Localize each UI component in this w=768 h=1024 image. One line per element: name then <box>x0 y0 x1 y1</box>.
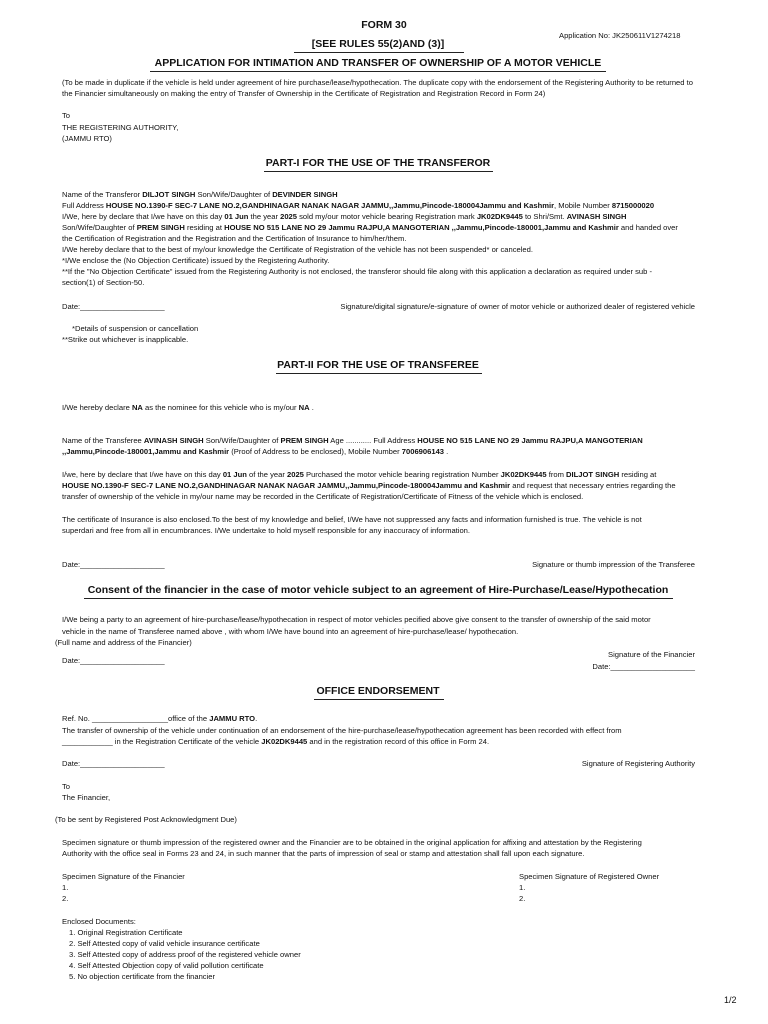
part1-date: Date:____________________ <box>62 302 165 311</box>
part2-heading: PART-II FOR THE USE OF TRANSFEREE <box>277 359 479 371</box>
footnote-suspension: *Details of suspension or cancellation <box>72 324 199 333</box>
transferee-name: AVINASH SINGH <box>143 436 204 445</box>
part2-text: transfer of ownership of the vehicle in my/our name may be recorded in the Certificate of Registration/Certificate of Fitness of the vehicle which is enclosed. <box>62 492 584 501</box>
financier-text: vehicle in the name of Transferee named above , with whom I/We have bound into an agreement of hire-purchase/lease/ hypothecation. <box>62 627 519 636</box>
sale-declaration-line: I/We, here by declare that I/we have on this day 01 Jun the year 2025 sold my/our motor vehicle bearing Registration mark JK02DK9445 to Shri/Smt. AVINASH SINGH <box>62 212 627 221</box>
main-title: APPLICATION FOR INTIMATION AND TRANSFER OF OWNERSHIP OF A MOTOR VEHICLE <box>154 57 602 69</box>
part1-underline <box>264 171 493 172</box>
footnote-strike: **Strike out whichever is inapplicable. <box>62 335 189 344</box>
authority-signature: Signature of Registering Authority <box>581 759 695 768</box>
specimen-financier-1: 1. <box>62 883 69 892</box>
address-authority: THE REGISTERING AUTHORITY, <box>62 123 179 132</box>
ref-line: Ref. No. __________________office of the JAMMU RTO. <box>62 714 258 723</box>
office-to: To <box>62 782 71 791</box>
enclosed-doc: 3. Self Attested copy of address proof of the registered vehicle owner <box>69 950 301 959</box>
page-number: 1/2 <box>724 995 737 1005</box>
enclosed-heading: Enclosed Documents: <box>62 917 136 926</box>
financier-text: I/We being a party to an agreement of hire-purchase/lease/hypothecation in respect of motor vehicles pecified above give consent to the transfer of ownership of the said motor <box>62 615 651 624</box>
application-number: Application No: JK250611V1274218 <box>559 31 681 40</box>
form-number: FORM 30 <box>361 19 407 31</box>
office-underline <box>314 699 444 700</box>
part2-underline <box>276 373 482 374</box>
purchase-declaration-line: I/we, here by declare that I/we have on this day 01 Jun of the year 2025 Purchased the motor vehicle bearing registration Number JK02DK9445 from DILJOT SINGH residing at <box>62 470 657 479</box>
part2-signature: Signature or thumb impression of the Transferee <box>532 560 695 569</box>
insurance-text: superdari and free from all in encumbrances. I/We undertake to hold myself responsible for any inaccuracy of information. <box>62 526 471 535</box>
financier-signature: Signature of the Financier <box>608 650 695 659</box>
main-title-underline <box>150 71 606 72</box>
transferor-address: HOUSE NO.1390-F SEC-7 LANE NO.2,GANDHINAGAR NANAK NAGAR JAMMU,,Jammu,Pincode-180004Jammu and Kashmir <box>105 201 555 210</box>
transferee-address-line: ,,Jammu,Pincode-180001,Jammu and Kashmir (Proof of Address to be enclosed), Mobile Number 7006906143 . <box>62 447 449 456</box>
enclosed-doc: 5. No objection certificate from the financier <box>69 972 216 981</box>
office-date: Date:____________________ <box>62 759 165 768</box>
transferor-address-line: Full Address HOUSE NO.1390-F SEC-7 LANE NO.2,GANDHINAGAR NANAK NAGAR JAMMU,,Jammu,Pincode-180004Jammu and Kashmir, Mobile Number 8715000020 <box>62 201 655 210</box>
office-text: The transfer of ownership of the vehicle under continuation of an endorsement of the hire-purchase/lease/hypothecation agreement has been recorded with effect from <box>62 726 622 735</box>
enclosed-doc: 1. Original Registration Certificate <box>69 928 183 937</box>
financier-date: Date:____________________ <box>62 656 165 665</box>
transferee-residence-line: Son/Wife/Daughter of PREM SINGH residing at HOUSE NO 515 LANE NO 29 Jammu RAJPU,A MANGOTERIAN ,,Jammu,Pincode-180001,Jammu and Kashmir and handed over <box>62 223 678 232</box>
part1-text: *I/We enclose the (No Objection Certificate) issued by the Registering Authority. <box>62 256 330 265</box>
registration-record-line: ____________ in the Registration Certificate of the vehicle JK02DK9445 and in the registration record of this office in Form 24. <box>62 737 490 746</box>
part1-text: I/We hereby declare that to the best of my/our knowledge the Certificate of Registration of the vehicle has not been suspended* or canceled. <box>62 245 533 254</box>
address-rto: (JAMMU RTO) <box>62 134 112 143</box>
specimen-owner-2: 2. <box>519 894 526 903</box>
specimen-text: Authority with the office seal in Forms 23 and 24, in such manner that the parts of impression of seal or stamp and attestation shall fall upon each signature. <box>62 849 585 858</box>
financier-heading: Consent of the financier in the case of motor vehicle subject to an agreement of Hire-Purchase/Lease/Hypothecation <box>87 584 669 596</box>
specimen-financier: Specimen Signature of the Financier <box>62 872 185 881</box>
financier-underline <box>84 598 673 599</box>
rules-reference: [SEE RULES 55(2)AND (3)] <box>311 38 445 50</box>
financier-date-right: Date:____________________ <box>592 662 695 671</box>
part1-text: section(1) of Section-50. <box>62 278 145 287</box>
transferee-mobile: 7006906143 <box>401 447 445 456</box>
nominee-line: I/We hereby declare NA as the nominee for this vehicle who is my/our NA . <box>62 403 314 412</box>
specimen-financier-2: 2. <box>62 894 69 903</box>
specimen-owner-1: 1. <box>519 883 526 892</box>
transferee-line: Name of the Transferee AVINASH SINGH Son/Wife/Daughter of PREM SINGH Age ............ Full Address HOUSE NO 515 LANE NO 29 Jammu RAJPU,A MANGOTERIAN <box>62 436 643 445</box>
office-heading: OFFICE ENDORSEMENT <box>316 685 440 697</box>
part1-text: **If the "No Objection Certificate" issued from the Registering Authority is not enclosed, the transferor should file along with this application a declaration as required under sub - <box>62 267 653 276</box>
intro-note: (To be made in duplicate if the vehicle is held under agreement of hire purchase/lease/hypothecation. The duplicate copy with the endorsement of the Registering Authority to be returned to the Financier simultaneously on making the entry of Transfer of Ownership in the Certificate of Registration and Registration Record in Form 24) <box>62 78 693 98</box>
part1-text: the Certification of Registration and the Registration and the Certification of Insurance to him/her/them. <box>62 234 407 243</box>
insurance-text: The certificate of Insurance is also enclosed.To the best of my knowledge and belief, I/We have not suppressed any facts and information furnished is true. The vehicle is not <box>62 515 642 524</box>
transferor-line: Name of the Transferor DILJOT SINGH Son/Wife/Daughter of DEVINDER SINGH <box>62 190 338 199</box>
seller-address-line: HOUSE NO.1390-F SEC-7 LANE NO.2,GANDHINAGAR NANAK NAGAR JAMMU,,Jammu,Pincode-180004Jammu and Kashmir and request that necessary entries regarding the <box>62 481 676 490</box>
rules-underline <box>294 52 464 53</box>
enclosed-doc: 2. Self Attested copy of valid vehicle insurance certificate <box>69 939 260 948</box>
part2-date: Date:____________________ <box>62 560 165 569</box>
transferor-father: DEVINDER SINGH <box>272 190 338 199</box>
transferor-name: DILJOT SINGH <box>142 190 196 199</box>
post-note: (To be sent by Registered Post Acknowledgment Due) <box>55 815 237 824</box>
part1-signature: Signature/digital signature/e-signature of owner of motor vehicle or authorized dealer of registered vehicle <box>340 302 695 311</box>
specimen-text: Specimen signature or thumb impression of the registered owner and the Financier are to be obtained in the original application for affixing and attestation by the Registering <box>62 838 642 847</box>
specimen-owner: Specimen Signature of Registered Owner <box>519 872 660 881</box>
enclosed-doc: 4. Self Attested Objection copy of valid pollution certificate <box>69 961 264 970</box>
part1-heading: PART-I FOR THE USE OF THE TRANSFEROR <box>265 157 491 169</box>
registration-mark: JK02DK9445 <box>476 212 523 221</box>
address-to: To <box>62 111 71 120</box>
office-financier: The Financier, <box>62 793 111 802</box>
transferor-mobile: 8715000020 <box>611 201 655 210</box>
financier-name-address: (Full name and address of the Financier) <box>55 638 192 647</box>
